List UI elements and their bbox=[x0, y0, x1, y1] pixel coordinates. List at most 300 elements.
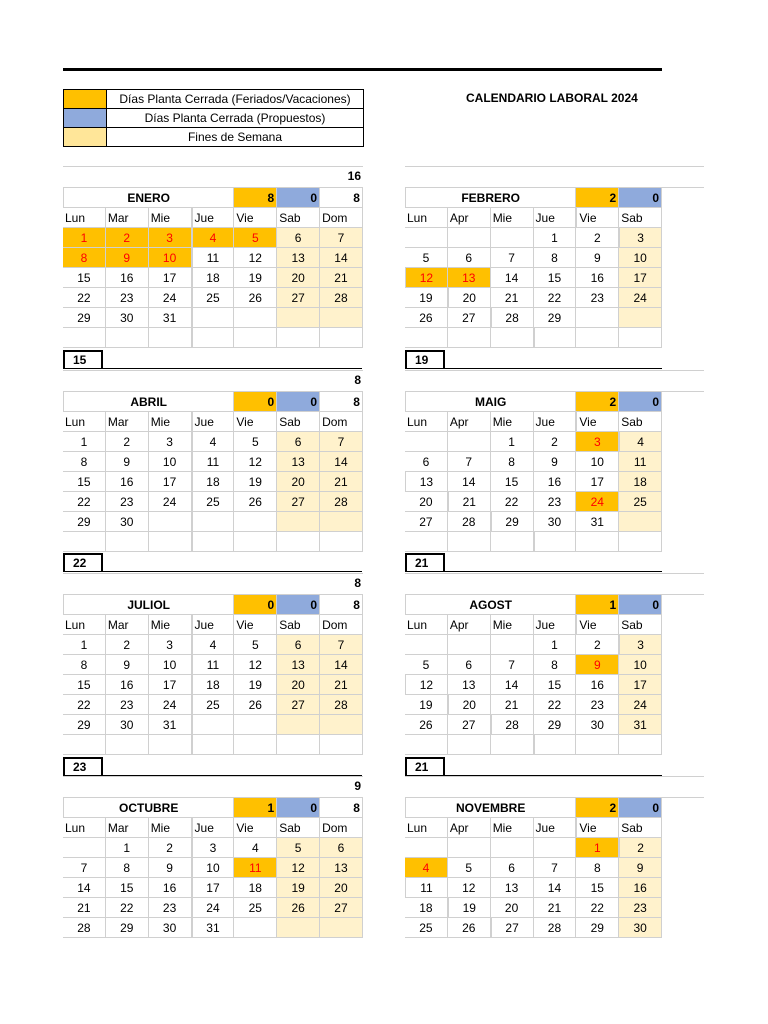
day-cell: 8 bbox=[491, 452, 534, 472]
day-cell: 19 bbox=[234, 268, 277, 288]
day-cell: 10 bbox=[619, 248, 662, 268]
day-cell: 13 bbox=[277, 655, 320, 675]
day-cell: 13 bbox=[277, 248, 320, 268]
day-cell: 8 bbox=[63, 655, 106, 675]
weekday-header: Vie bbox=[576, 412, 619, 432]
separator-line bbox=[405, 571, 662, 572]
blank-cell bbox=[320, 532, 363, 552]
day-cell: 16 bbox=[576, 675, 619, 695]
weekday-header: Mie bbox=[149, 818, 192, 838]
month-total-row bbox=[405, 776, 704, 797]
day-cell: 2 bbox=[106, 228, 149, 248]
day-cell: 15 bbox=[534, 675, 577, 695]
day-cell: 17 bbox=[149, 675, 192, 695]
day-cell: 14 bbox=[320, 452, 363, 472]
day-cell bbox=[491, 228, 534, 248]
working-days-count: 21 bbox=[405, 757, 445, 775]
weekday-header: Vie bbox=[234, 412, 277, 432]
day-cell: 9 bbox=[106, 248, 149, 268]
day-cell: 31 bbox=[192, 918, 235, 938]
day-cell: 27 bbox=[320, 898, 363, 918]
day-cell: 16 bbox=[106, 675, 149, 695]
proposed-count: 0 bbox=[277, 595, 320, 615]
day-cell: 24 bbox=[149, 492, 192, 512]
day-cell: 14 bbox=[63, 878, 106, 898]
weekday-header: Jue bbox=[192, 818, 235, 838]
day-cell: 11 bbox=[192, 655, 235, 675]
day-cell: 17 bbox=[576, 472, 619, 492]
day-cell: 6 bbox=[405, 452, 448, 472]
month-calendar-agost bbox=[405, 573, 704, 755]
weekday-header: Dom bbox=[320, 208, 363, 228]
month-total-row bbox=[63, 370, 363, 391]
weekday-header: Lun bbox=[63, 615, 106, 635]
day-cell: 29 bbox=[534, 308, 577, 328]
day-cell: 2 bbox=[576, 228, 619, 248]
day-cell: 22 bbox=[63, 492, 106, 512]
day-cell: 26 bbox=[234, 695, 277, 715]
day-cell: 27 bbox=[277, 695, 320, 715]
day-cell: 1 bbox=[63, 228, 106, 248]
day-cell: 25 bbox=[619, 492, 662, 512]
legend-swatch-weekend bbox=[64, 128, 107, 147]
holiday-count: 1 bbox=[576, 595, 619, 615]
day-cell bbox=[149, 512, 192, 532]
day-cell bbox=[320, 512, 363, 532]
blank-cell bbox=[448, 328, 491, 348]
blank-cell bbox=[619, 328, 662, 348]
day-cell bbox=[448, 635, 491, 655]
day-cell: 11 bbox=[405, 878, 448, 898]
weekday-header: Vie bbox=[234, 208, 277, 228]
day-cell: 8 bbox=[106, 858, 149, 878]
day-cell: 26 bbox=[277, 898, 320, 918]
day-cell: 31 bbox=[576, 512, 619, 532]
day-cell: 11 bbox=[192, 248, 235, 268]
day-cell: 31 bbox=[619, 715, 662, 735]
day-cell bbox=[491, 838, 534, 858]
day-cell bbox=[234, 308, 277, 328]
day-cell: 11 bbox=[619, 452, 662, 472]
weekday-header: Lun bbox=[405, 818, 448, 838]
day-cell: 7 bbox=[491, 248, 534, 268]
day-cell: 20 bbox=[448, 695, 491, 715]
day-cell: 7 bbox=[491, 655, 534, 675]
proposed-count: 0 bbox=[619, 392, 662, 412]
day-cell bbox=[234, 512, 277, 532]
day-cell: 13 bbox=[491, 878, 534, 898]
page-title: CALENDARIO LABORAL 2024 bbox=[466, 91, 638, 105]
blank-cell bbox=[576, 735, 619, 755]
month-name: NOVEMBRE bbox=[405, 798, 576, 818]
day-cell: 29 bbox=[491, 512, 534, 532]
blank-cell bbox=[619, 532, 662, 552]
day-cell: 7 bbox=[320, 432, 363, 452]
day-cell: 25 bbox=[405, 918, 448, 938]
day-cell: 2 bbox=[576, 635, 619, 655]
weekday-header: Vie bbox=[234, 818, 277, 838]
weekday-header: Jue bbox=[192, 208, 235, 228]
day-cell: 17 bbox=[149, 472, 192, 492]
day-cell: 29 bbox=[63, 715, 106, 735]
day-cell: 14 bbox=[320, 655, 363, 675]
weekday-header: Mar bbox=[106, 412, 149, 432]
day-cell: 27 bbox=[448, 715, 491, 735]
weekday-header: Vie bbox=[234, 615, 277, 635]
weekday-header: Dom bbox=[320, 818, 363, 838]
day-cell: 26 bbox=[405, 308, 448, 328]
day-cell: 7 bbox=[534, 858, 577, 878]
weekend-count: 8 bbox=[320, 798, 363, 818]
day-cell: 14 bbox=[448, 472, 491, 492]
day-cell: 19 bbox=[234, 675, 277, 695]
day-cell: 6 bbox=[277, 228, 320, 248]
legend-label: Días Planta Cerrada (Feriados/Vacaciones) bbox=[107, 90, 364, 109]
day-cell: 17 bbox=[149, 268, 192, 288]
day-cell: 1 bbox=[576, 838, 619, 858]
month-total-row bbox=[63, 166, 363, 187]
month-grid bbox=[63, 391, 363, 552]
day-cell: 12 bbox=[277, 858, 320, 878]
day-cell: 21 bbox=[320, 472, 363, 492]
day-cell: 29 bbox=[63, 512, 106, 532]
blank-cell bbox=[277, 328, 320, 348]
day-cell: 15 bbox=[63, 472, 106, 492]
top-rule bbox=[63, 68, 662, 71]
weekend-count: 8 bbox=[320, 188, 363, 208]
day-cell: 22 bbox=[576, 898, 619, 918]
holiday-count: 0 bbox=[234, 595, 277, 615]
day-cell: 27 bbox=[277, 288, 320, 308]
legend-swatch-proposed bbox=[64, 109, 107, 128]
day-cell: 6 bbox=[277, 432, 320, 452]
day-cell: 4 bbox=[619, 432, 662, 452]
weekday-header: Sab bbox=[619, 818, 662, 838]
weekday-header: Apr bbox=[448, 208, 491, 228]
weekday-header: Sab bbox=[619, 208, 662, 228]
day-cell: 1 bbox=[534, 228, 577, 248]
blank-cell bbox=[491, 735, 534, 755]
day-cell: 19 bbox=[405, 288, 448, 308]
month-grid bbox=[63, 797, 363, 938]
weekday-header: Mar bbox=[106, 208, 149, 228]
day-cell: 2 bbox=[149, 838, 192, 858]
day-cell: 11 bbox=[192, 452, 235, 472]
day-cell bbox=[448, 228, 491, 248]
day-cell: 14 bbox=[534, 878, 577, 898]
day-cell: 30 bbox=[106, 715, 149, 735]
day-cell: 3 bbox=[149, 635, 192, 655]
blank-cell bbox=[534, 735, 577, 755]
day-cell: 8 bbox=[534, 248, 577, 268]
blank-cell bbox=[405, 532, 448, 552]
day-cell: 2 bbox=[619, 838, 662, 858]
weekend-count: 8 bbox=[320, 392, 363, 412]
day-cell: 9 bbox=[106, 655, 149, 675]
day-cell: 20 bbox=[405, 492, 448, 512]
day-cell: 15 bbox=[576, 878, 619, 898]
day-cell: 12 bbox=[234, 655, 277, 675]
day-cell: 16 bbox=[106, 268, 149, 288]
blank-cell bbox=[534, 328, 577, 348]
day-cell: 6 bbox=[448, 248, 491, 268]
month-name: AGOST bbox=[405, 595, 576, 615]
day-cell: 23 bbox=[576, 695, 619, 715]
day-cell: 14 bbox=[320, 248, 363, 268]
day-cell: 30 bbox=[576, 715, 619, 735]
day-cell: 15 bbox=[63, 675, 106, 695]
day-cell: 23 bbox=[576, 288, 619, 308]
blank-cell bbox=[491, 532, 534, 552]
day-cell: 27 bbox=[405, 512, 448, 532]
blank-cell bbox=[106, 328, 149, 348]
day-cell: 9 bbox=[619, 858, 662, 878]
blank-cell bbox=[576, 532, 619, 552]
month-name: ABRIL bbox=[63, 392, 234, 412]
blank-cell bbox=[576, 328, 619, 348]
day-cell: 29 bbox=[534, 715, 577, 735]
weekday-header: Mie bbox=[491, 208, 534, 228]
day-cell: 4 bbox=[192, 432, 235, 452]
blank-cell bbox=[448, 532, 491, 552]
weekday-header: Lun bbox=[405, 208, 448, 228]
day-cell: 17 bbox=[619, 675, 662, 695]
proposed-count: 0 bbox=[619, 798, 662, 818]
day-cell: 21 bbox=[491, 695, 534, 715]
day-cell: 29 bbox=[106, 918, 149, 938]
day-cell: 5 bbox=[405, 248, 448, 268]
day-cell: 30 bbox=[106, 308, 149, 328]
day-cell: 12 bbox=[448, 878, 491, 898]
holiday-count: 8 bbox=[234, 188, 277, 208]
holiday-count: 1 bbox=[234, 798, 277, 818]
month-name: ENERO bbox=[63, 188, 234, 208]
day-cell: 3 bbox=[619, 635, 662, 655]
day-cell: 25 bbox=[192, 695, 235, 715]
blank-cell bbox=[277, 532, 320, 552]
day-cell: 17 bbox=[192, 878, 235, 898]
day-cell: 28 bbox=[63, 918, 106, 938]
working-days-count: 23 bbox=[63, 757, 103, 775]
day-cell: 20 bbox=[491, 898, 534, 918]
day-cell: 18 bbox=[405, 898, 448, 918]
working-days-count: 19 bbox=[405, 350, 445, 368]
day-cell: 15 bbox=[491, 472, 534, 492]
weekday-header: Lun bbox=[63, 208, 106, 228]
month-total-row bbox=[405, 166, 704, 187]
day-cell: 26 bbox=[234, 492, 277, 512]
day-cell bbox=[277, 715, 320, 735]
day-cell: 1 bbox=[491, 432, 534, 452]
blank-cell bbox=[234, 328, 277, 348]
proposed-count: 0 bbox=[277, 392, 320, 412]
day-cell: 5 bbox=[405, 655, 448, 675]
day-cell: 10 bbox=[619, 655, 662, 675]
day-cell: 5 bbox=[234, 228, 277, 248]
day-cell: 2 bbox=[534, 432, 577, 452]
day-cell: 12 bbox=[234, 452, 277, 472]
day-cell: 25 bbox=[192, 288, 235, 308]
day-cell: 1 bbox=[63, 635, 106, 655]
month-name: FEBRERO bbox=[405, 188, 576, 208]
day-cell bbox=[234, 715, 277, 735]
day-cell: 28 bbox=[320, 695, 363, 715]
day-cell: 18 bbox=[192, 675, 235, 695]
day-cell: 15 bbox=[534, 268, 577, 288]
month-total: 8 bbox=[354, 576, 361, 590]
day-cell: 15 bbox=[63, 268, 106, 288]
day-cell: 3 bbox=[576, 432, 619, 452]
holiday-count: 2 bbox=[576, 798, 619, 818]
day-cell: 29 bbox=[576, 918, 619, 938]
day-cell: 24 bbox=[149, 288, 192, 308]
holiday-count: 2 bbox=[576, 392, 619, 412]
day-cell: 20 bbox=[320, 878, 363, 898]
day-cell: 23 bbox=[106, 695, 149, 715]
day-cell: 5 bbox=[234, 635, 277, 655]
weekday-header: Vie bbox=[576, 615, 619, 635]
day-cell: 24 bbox=[149, 695, 192, 715]
day-cell: 4 bbox=[405, 858, 448, 878]
proposed-count: 0 bbox=[619, 595, 662, 615]
blank-cell bbox=[192, 532, 235, 552]
day-cell bbox=[405, 228, 448, 248]
day-cell: 11 bbox=[234, 858, 277, 878]
weekday-header: Sab bbox=[277, 208, 320, 228]
day-cell: 30 bbox=[149, 918, 192, 938]
weekday-header: Apr bbox=[448, 818, 491, 838]
day-cell: 24 bbox=[619, 288, 662, 308]
blank-cell bbox=[149, 532, 192, 552]
weekday-header: Jue bbox=[534, 208, 577, 228]
month-name: JULIOL bbox=[63, 595, 234, 615]
day-cell: 6 bbox=[320, 838, 363, 858]
day-cell: 30 bbox=[619, 918, 662, 938]
legend-label: Días Planta Cerrada (Propuestos) bbox=[107, 109, 364, 128]
weekday-header: Vie bbox=[576, 818, 619, 838]
day-cell: 10 bbox=[149, 248, 192, 268]
day-cell: 23 bbox=[619, 898, 662, 918]
day-cell: 17 bbox=[619, 268, 662, 288]
day-cell: 19 bbox=[234, 472, 277, 492]
weekday-header: Mie bbox=[491, 615, 534, 635]
blank-cell bbox=[277, 735, 320, 755]
month-grid bbox=[405, 594, 704, 755]
day-cell: 3 bbox=[619, 228, 662, 248]
weekday-header: Dom bbox=[320, 615, 363, 635]
blank-cell bbox=[405, 735, 448, 755]
legend-swatch-holidays bbox=[64, 90, 107, 109]
day-cell bbox=[277, 918, 320, 938]
day-cell: 1 bbox=[63, 432, 106, 452]
month-calendar-octubre bbox=[63, 776, 363, 938]
weekday-header: Jue bbox=[534, 615, 577, 635]
day-cell: 21 bbox=[534, 898, 577, 918]
day-cell: 12 bbox=[234, 248, 277, 268]
day-cell: 13 bbox=[448, 675, 491, 695]
day-cell: 23 bbox=[534, 492, 577, 512]
day-cell: 28 bbox=[491, 715, 534, 735]
working-days-count: 22 bbox=[63, 553, 103, 571]
day-cell: 13 bbox=[277, 452, 320, 472]
day-cell: 21 bbox=[320, 268, 363, 288]
holiday-count: 0 bbox=[234, 392, 277, 412]
legend bbox=[63, 89, 364, 147]
day-cell: 20 bbox=[277, 268, 320, 288]
day-cell: 8 bbox=[63, 452, 106, 472]
month-name: MAIG bbox=[405, 392, 576, 412]
day-cell: 18 bbox=[192, 472, 235, 492]
weekday-header: Lun bbox=[405, 615, 448, 635]
day-cell bbox=[63, 838, 106, 858]
day-cell: 1 bbox=[106, 838, 149, 858]
day-cell: 8 bbox=[534, 655, 577, 675]
day-cell: 5 bbox=[448, 858, 491, 878]
day-cell: 9 bbox=[576, 655, 619, 675]
day-cell: 20 bbox=[277, 472, 320, 492]
weekday-header: Lun bbox=[405, 412, 448, 432]
day-cell: 31 bbox=[149, 308, 192, 328]
weekday-header: Sab bbox=[277, 615, 320, 635]
day-cell bbox=[320, 308, 363, 328]
day-cell: 25 bbox=[234, 898, 277, 918]
day-cell: 10 bbox=[149, 452, 192, 472]
month-calendar-abril bbox=[63, 370, 363, 552]
blank-cell bbox=[149, 328, 192, 348]
day-cell: 23 bbox=[106, 288, 149, 308]
day-cell bbox=[405, 838, 448, 858]
day-cell: 13 bbox=[448, 268, 491, 288]
day-cell: 23 bbox=[106, 492, 149, 512]
month-calendar-febrero bbox=[405, 166, 704, 348]
weekday-header: Apr bbox=[448, 412, 491, 432]
day-cell: 10 bbox=[576, 452, 619, 472]
day-cell: 9 bbox=[534, 452, 577, 472]
weekday-header: Jue bbox=[192, 615, 235, 635]
day-cell: 28 bbox=[491, 308, 534, 328]
weekday-header: Vie bbox=[576, 208, 619, 228]
day-cell: 6 bbox=[491, 858, 534, 878]
blank-cell bbox=[234, 735, 277, 755]
day-cell: 19 bbox=[448, 898, 491, 918]
day-cell: 26 bbox=[405, 715, 448, 735]
blank-cell bbox=[63, 735, 106, 755]
day-cell bbox=[192, 715, 235, 735]
day-cell: 1 bbox=[534, 635, 577, 655]
day-cell bbox=[234, 918, 277, 938]
weekday-header: Jue bbox=[534, 818, 577, 838]
blank-cell bbox=[491, 328, 534, 348]
day-cell: 7 bbox=[320, 228, 363, 248]
day-cell: 3 bbox=[149, 228, 192, 248]
proposed-count: 0 bbox=[277, 188, 320, 208]
day-cell: 28 bbox=[534, 918, 577, 938]
blank-cell bbox=[619, 735, 662, 755]
blank-cell bbox=[534, 532, 577, 552]
day-cell: 7 bbox=[63, 858, 106, 878]
month-grid bbox=[63, 594, 363, 755]
day-cell: 20 bbox=[448, 288, 491, 308]
weekday-header: Mie bbox=[149, 615, 192, 635]
day-cell bbox=[491, 635, 534, 655]
day-cell: 9 bbox=[576, 248, 619, 268]
day-cell: 20 bbox=[277, 675, 320, 695]
day-cell bbox=[448, 838, 491, 858]
day-cell bbox=[192, 308, 235, 328]
weekday-header: Mar bbox=[106, 615, 149, 635]
day-cell: 21 bbox=[448, 492, 491, 512]
day-cell: 2 bbox=[106, 635, 149, 655]
